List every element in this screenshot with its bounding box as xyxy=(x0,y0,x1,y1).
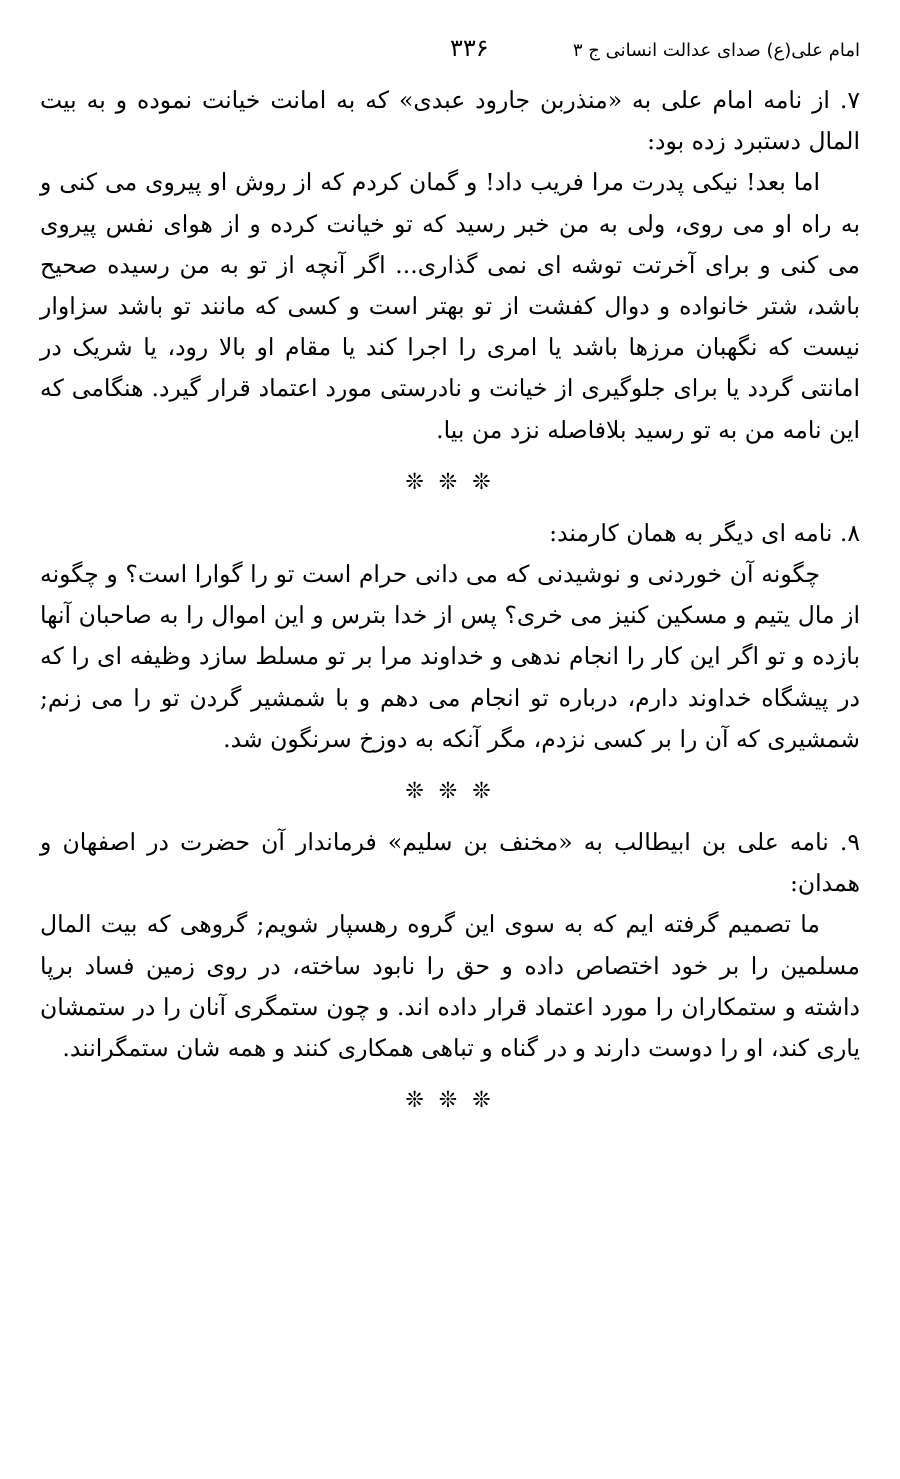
letter-section-7 xyxy=(40,80,860,451)
running-title: امام علی(ع) صدای عدالت انسانی ج ۳ xyxy=(572,40,860,61)
page-number: ۳۳۶ xyxy=(450,34,489,62)
section-body: اما بعد! نیکی پدرت مرا فریب داد! و گمان کردم که از روش او پیروی می کنی و به راه او می روی، ولی به من خبر رسید که تو خیانت کرده و از هوای نفس پیروی می کنی و برای آخرتت توشه ای نمی گذاری... اگر آنچه از تو به من رسیده صحیح باشد، شتر خانواده و دوال کفشت از تو بهتر است و کسی که مانند تو باشد سزاوار نیست که نگهبان مرزها باشد یا امری را اجرا کند یا مقام او بالا رود، یا شریک در امانتی گردد یا برای جلوگیری از خیانت و نادرستی مورد اعتماد قرار گیرد. هنگامی که این نامه من به تو رسید بلافاصله نزد من بیا. xyxy=(40,168,860,444)
section-separator: ❊ ❊ ❊ xyxy=(405,779,495,805)
section-heading: ۸. نامه ای دیگر به همان کارمند: xyxy=(549,518,860,547)
section-separator: ❊ ❊ ❊ xyxy=(405,1088,495,1114)
section-body: چگونه آن خوردنی و نوشیدنی که می دانی حرام است تو را گوارا است؟ و چگونه از مال یتیم و مسکین کنیز می خری؟ پس از خدا بترس و این اموال را به صاحبان آنها بازده و تو اگر این کار را انجام ندهی و خداوند مرا بر تو مسلط سازد وظیفه ای را که در پیشگاه خداوند دارم، درباره تو انجام می دهم و با شمشیر گردن تو را می زنم; شمشیری که آن را بر کسی نزدم، مگر آنکه به دوزخ سرنگون شد. xyxy=(40,560,860,753)
section-heading: ۹. نامه علی بن ابیطالب به «مخنف بن سلیم» فرماندار آن حضرت در اصفهان و همدان: xyxy=(40,828,860,898)
letter-section-9 xyxy=(40,822,860,1069)
section-separator: ❊ ❊ ❊ xyxy=(405,469,495,495)
page-header xyxy=(40,32,860,72)
section-body: ما تصمیم گرفته ایم که به سوی این گروه رهسپار شویم; گروهی که بیت المال مسلمین را بر خود اختصاص داده و حق را نابود ساخته، در روی زمین فساد برپا داشته و ستمکاران را مورد اعتماد قرار داده اند. و چون ستمگری آنان را در ستمشان یاری کند، او را دوست دارند و در گناه و تباهی همکاری کنند و همه شان ستمگرانند. xyxy=(40,910,860,1063)
letter-section-8 xyxy=(40,513,860,760)
section-heading: ۷. از نامه امام علی به «منذربن جارود عبدی» که به امانت خیانت نموده و به بیت المال دستبرد زده بود: xyxy=(40,86,860,156)
